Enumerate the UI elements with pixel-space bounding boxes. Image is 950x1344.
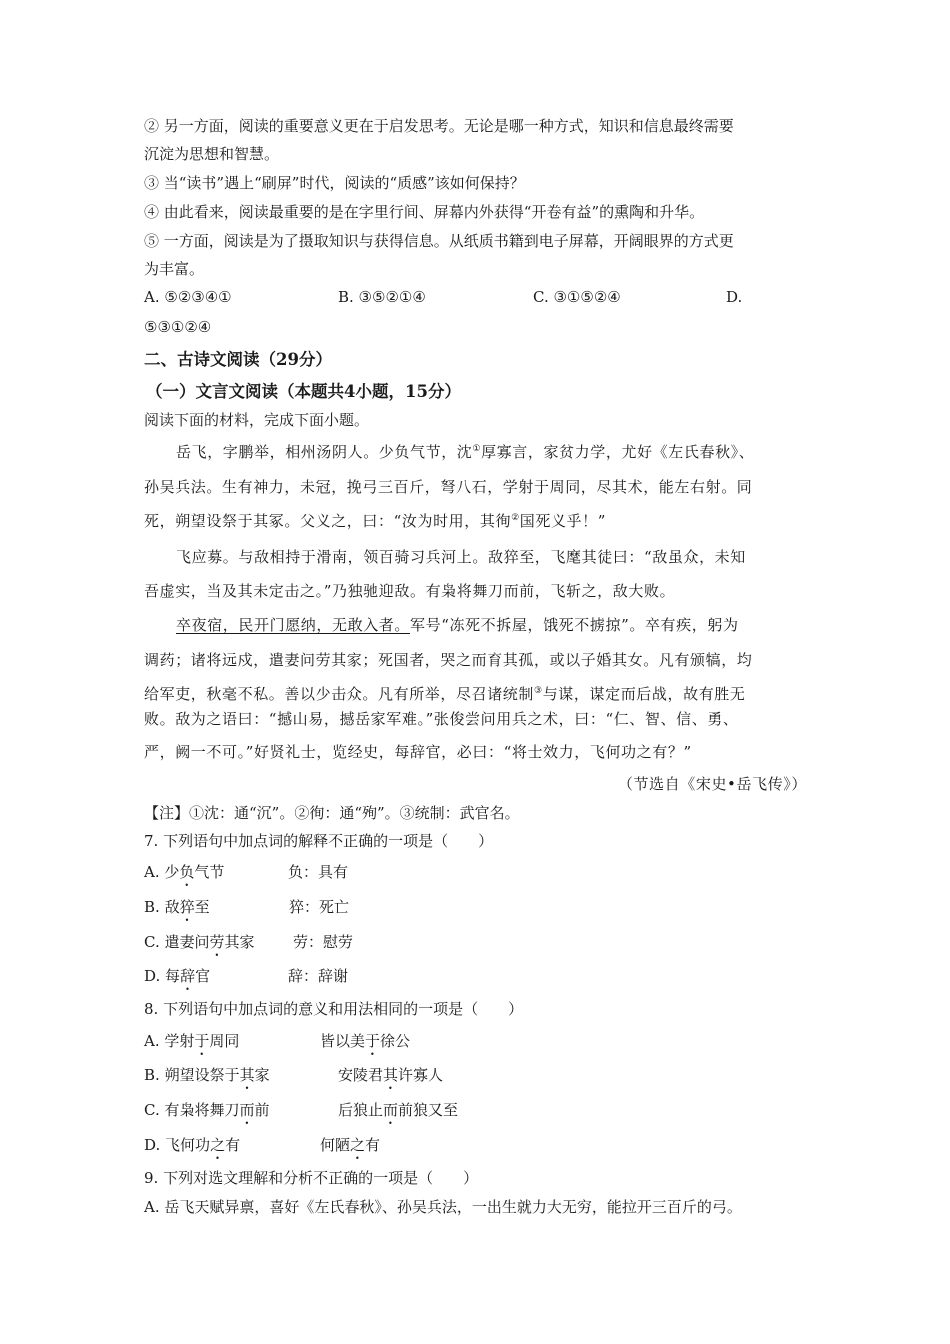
text: 气节 — [194, 863, 225, 881]
text: 军号“冻死不拆屋，饿死不掳掠”。卒有疾，躬为 — [410, 616, 739, 634]
label: A. — [144, 1032, 160, 1050]
instruction: 阅读下面的材料，完成下面小题。 — [144, 411, 370, 429]
footnote-mark: ① — [472, 444, 482, 454]
q8-option-b-compare — [338, 1064, 443, 1093]
q9-stem: 9. 下列对选文理解和分析不正确的一项是（ ） — [144, 1169, 479, 1187]
text: 学射 — [164, 1032, 195, 1050]
q7-option-c — [144, 931, 255, 960]
passage-p3-line-2: 调药；诸将远戍，遣妻问劳其家；死国者，哭之而育其孤，或以子婚其女。凡有颁犒，均 — [144, 651, 753, 669]
dotted-word: 其 — [383, 1066, 399, 1084]
section-title: 二、古诗文阅读（29分） — [144, 350, 332, 369]
dotted-word: 猝 — [179, 898, 195, 916]
label: B. — [144, 1066, 160, 1084]
label: D. — [144, 967, 161, 985]
footnote-mark: ③ — [534, 686, 543, 696]
label: C. — [144, 933, 160, 951]
label: A. — [144, 863, 160, 881]
passage-p1-line-2: 孙吴兵法。生有神力，未冠，挽弓三百斤，弩八石，学射于周同，尽其术，能左右射。同 — [144, 478, 753, 496]
label: C. — [144, 1101, 160, 1119]
dotted-word: 而 — [239, 1101, 255, 1119]
option-a: A. ⑤②③④① — [144, 288, 232, 306]
q8-option-a-compare — [320, 1030, 410, 1059]
passage-p2-line-1: 飞应募。与敌相持于滑南，领百骑习兵河上。敌猝至，飞麾其徒曰：“敌虽众，未知 — [176, 548, 746, 566]
dotted-word: 其 — [239, 1066, 255, 1084]
q9-option-a: A. 岳飞天赋异禀，喜好《左氏春秋》、孙吴兵法，一出生就力大无穷，能拉开三百斤的弓。 — [144, 1198, 742, 1216]
sentence-4: ④ 由此看来，阅读最重要的是在字里行间、屏幕内外获得“开卷有益”的熏陶和升华。 — [144, 203, 705, 221]
text: 安陵君 — [338, 1066, 384, 1084]
text: 遣妻问 — [164, 933, 210, 951]
q7-option-d-gloss: 辞：辞谢 — [288, 967, 349, 985]
q8-option-d-compare — [320, 1134, 380, 1163]
underlined-sentence: 卒夜宿，民开门愿纳，无敢入者。 — [176, 616, 411, 634]
text: 有 — [365, 1136, 381, 1154]
text: 厚寡言，家贫力学，尤好《左氏春秋》、 — [481, 443, 755, 461]
section-subtitle: （一）文言文阅读（本题共4小题，15分） — [146, 382, 461, 401]
sentence-5-line-2: 为丰富。 — [144, 260, 205, 278]
q7-option-a-gloss: 负：具有 — [288, 863, 349, 881]
dotted-word: 劳 — [209, 933, 225, 951]
q8-option-d — [144, 1134, 240, 1163]
text: 周同 — [209, 1032, 240, 1050]
q8-stem: 8. 下列语句中加点词的意义和用法相同的一项是（ ） — [144, 1000, 524, 1018]
text: 国死义乎！” — [519, 512, 607, 530]
text: 前 — [254, 1101, 270, 1119]
passage-p1-line-3 — [144, 510, 606, 532]
passage-p2-line-2: 吾虚实，当及其未定击之。”乃独驰迎敌。有枭将舞刀而前，飞斩之，敌大败。 — [144, 582, 676, 600]
footnotes: 【注】①沈：通“沉”。②徇：通“殉”。③统制：武官名。 — [144, 804, 520, 822]
text: 许寡人 — [398, 1066, 444, 1084]
dotted-word: 于 — [365, 1032, 381, 1050]
text: 至 — [194, 898, 210, 916]
q8-option-b — [144, 1064, 270, 1093]
text: 徐公 — [380, 1032, 411, 1050]
text: 前狼又至 — [398, 1101, 459, 1119]
sentence-3: ③ 当“读书”遇上“刷屏”时代，阅读的“质感”该如何保持？ — [144, 174, 525, 192]
q7-option-c-gloss: 劳：慰劳 — [293, 933, 354, 951]
label: B. — [144, 898, 160, 916]
footnote-mark: ② — [511, 513, 520, 523]
text: 皆以美 — [320, 1032, 366, 1050]
text: 官 — [195, 967, 211, 985]
text: 有 — [225, 1136, 241, 1154]
passage-source: （节选自《宋史•岳飞传》） — [617, 775, 807, 793]
dotted-word: 于 — [194, 1032, 210, 1050]
q8-option-a — [144, 1030, 239, 1059]
text: 有枭将舞刀 — [164, 1101, 240, 1119]
q7-option-b — [144, 896, 210, 925]
q8-option-c-compare — [338, 1099, 458, 1128]
option-d-continued: ⑤③①②④ — [144, 318, 212, 336]
text: 岳飞，字鹏举，相州汤阴人。少负气节，沈 — [176, 443, 473, 461]
text: 与谋，谋定而后战，故有胜无 — [542, 685, 746, 703]
text: 家 — [254, 1066, 270, 1084]
dotted-word: 而 — [383, 1101, 399, 1119]
dotted-word: 之 — [210, 1136, 226, 1154]
sentence-2-line-1: ② 另一方面，阅读的重要意义更在于启发思考。无论是哪一种方式，知识和信息最终需要 — [144, 117, 734, 135]
q7-option-d — [144, 965, 210, 994]
q7-option-a — [144, 861, 224, 890]
passage-p3-line-4: 败。敌为之语曰：“撼山易，撼岳家军难。”张俊尝问用兵之术，曰：“仁、智、信、勇、 — [144, 710, 739, 728]
sentence-5-line-1: ⑤ 一方面，阅读是为了摄取知识与获得信息。从纸质书籍到电子屏幕，开阔眼界的方式更 — [144, 232, 734, 250]
text: 飞何功 — [165, 1136, 211, 1154]
label: D. — [144, 1136, 161, 1154]
q7-stem: 7. 下列语句中加点词的解释不正确的一项是（ ） — [144, 832, 494, 850]
text: 后狼止 — [338, 1101, 384, 1119]
dotted-word: 负 — [179, 863, 195, 881]
passage-p1-line-1 — [176, 441, 754, 463]
passage-p3-line-3 — [144, 683, 746, 705]
q7-option-b-gloss: 猝：死亡 — [289, 898, 350, 916]
text: 敌 — [164, 898, 180, 916]
text: 少 — [164, 863, 180, 881]
option-b: B. ③⑤②①④ — [338, 288, 426, 306]
option-d: D. — [726, 288, 743, 306]
text: 死，朔望设祭于其冢。父义之，曰：“汝为时用，其徇 — [144, 512, 512, 530]
dotted-word: 之 — [350, 1136, 366, 1154]
text: 给军吏，秋毫不私。善以少击众。凡有所举，尽召诸统制 — [144, 685, 535, 703]
text: 每 — [165, 967, 181, 985]
sentence-2-line-2: 沉淀为思想和智慧。 — [144, 145, 280, 163]
passage-p3-line-1 — [176, 614, 739, 636]
text: 其家 — [224, 933, 255, 951]
q8-option-c — [144, 1099, 270, 1128]
text: 何陋 — [320, 1136, 351, 1154]
option-c: C. ③①⑤②④ — [533, 288, 621, 306]
dotted-word: 辞 — [180, 967, 196, 985]
passage-p3-line-5: 严，阙一不可。”好贤礼士，览经史，每辞官，必曰：“将士效力，飞何功之有？” — [144, 743, 692, 761]
text: 朔望设祭于 — [164, 1066, 240, 1084]
